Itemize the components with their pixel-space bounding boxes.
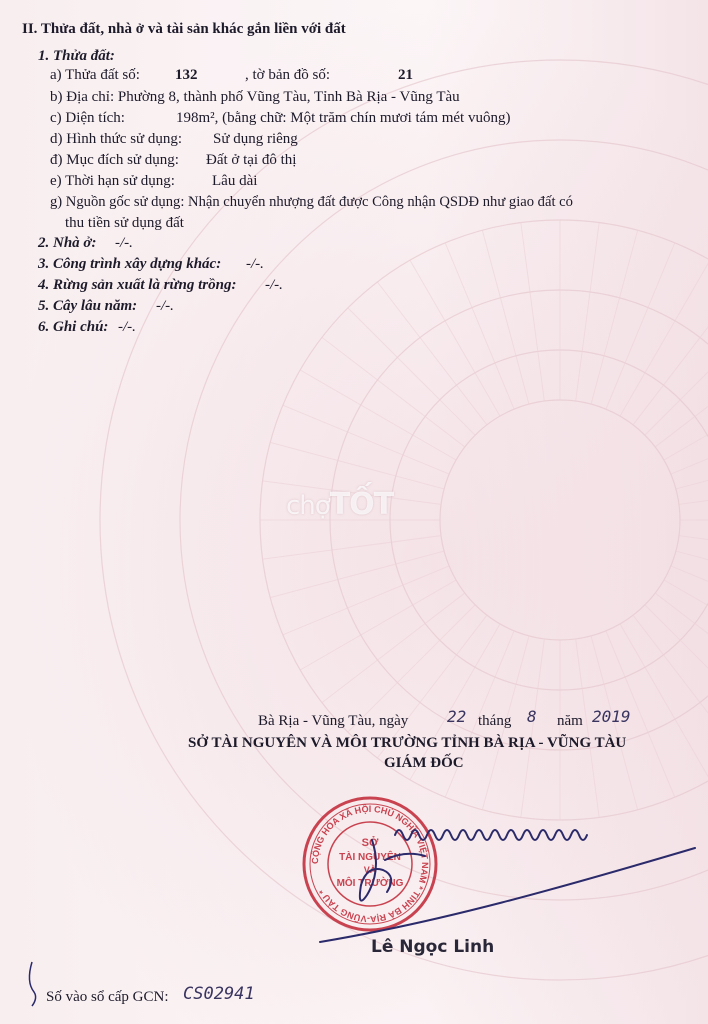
rosette-ray — [671, 566, 708, 635]
svg-text:VÀ: VÀ — [363, 865, 377, 875]
parcel-number-value: 132 — [175, 67, 198, 83]
usage-form-label: d) Hình thức sử dụng: — [50, 131, 183, 147]
rosette-ray — [270, 551, 444, 598]
usage-origin-line1: g) Nguồn gốc sử dụng: Nhận chuyển nhượng đất được Công nhận QSDĐ như giao đất có — [50, 194, 573, 210]
registry-number: CS02941 — [183, 984, 255, 1004]
handwritten-signature — [300, 790, 700, 960]
usage-term-label: e) Thời hạn sử dụng: — [50, 173, 175, 189]
watermark-left-text: chợ — [286, 491, 330, 521]
notes-label: 6. Ghi chú: — [38, 319, 109, 335]
rosette-ray — [633, 282, 708, 425]
section-heading: II. Thửa đất, nhà ở và tài sản khác gắn liền với đất — [22, 21, 346, 37]
issue-year: 2019 — [592, 707, 631, 726]
parcel-number-label: a) Thửa đất số: — [50, 67, 140, 83]
rosette-ray — [521, 223, 544, 401]
rosette-ray — [655, 337, 708, 447]
usage-term-value: Lâu dài — [212, 173, 258, 189]
year-label: năm — [557, 713, 583, 729]
issue-month: 8 — [527, 707, 537, 726]
rosette-ray — [671, 405, 708, 474]
rosette-ray — [576, 223, 599, 401]
perennial-trees-value: -/-. — [156, 298, 174, 314]
svg-text:TÀI NGUYÊN: TÀI NGUYÊN — [339, 852, 401, 863]
production-forest-label: 4. Rừng sản xuất là rừng trồng: — [38, 277, 237, 293]
production-forest-value: -/-. — [265, 277, 283, 293]
usage-form-value: Sử dụng riêng — [213, 131, 298, 147]
watermark-right-text: TỐT — [329, 487, 394, 522]
rosette-ray — [263, 536, 441, 559]
place-date-prefix: Bà Rịa - Vũng Tàu, ngày — [258, 713, 409, 729]
rosette-ray — [645, 605, 708, 732]
rosette-ray — [633, 615, 708, 758]
rosette-ray — [410, 260, 500, 416]
svg-text:CỘNG HÒA XÃ HỘI CHỦ NGHĨA VIỆT: CỘNG HÒA XÃ HỘI CHỦ NGHĨA VIỆT NAM * TỈNH BÀ RỊA-VŨNG TÀU * — [309, 803, 431, 925]
signer-name: Lê Ngọc Linh — [371, 937, 495, 957]
rosette-ray — [664, 370, 708, 460]
area-label: c) Diện tích: — [50, 110, 125, 126]
rosette-ray — [300, 370, 456, 460]
issue-day: 22 — [447, 707, 467, 726]
signer-title: GIÁM ĐỐC — [384, 755, 464, 771]
usage-purpose-value: Đất ở tại đô thị — [206, 152, 297, 168]
address-line: b) Địa chỉ: Phường 8, thành phố Vũng Tàu, Tỉnh Bà Rịa - Vũng Tàu — [50, 89, 460, 105]
rosette-ray — [270, 442, 444, 489]
svg-text:MÔI TRƯỜNG: MÔI TRƯỜNG — [336, 878, 404, 889]
rosette-ray — [300, 580, 456, 670]
other-construction-value: -/-. — [246, 256, 264, 272]
rosette-ray — [645, 308, 708, 435]
house-label: 2. Nhà ở: — [38, 235, 97, 251]
chotot-watermark — [286, 487, 393, 522]
registry-label: Số vào sổ cấp GCN: — [46, 989, 169, 1005]
rosette-ray — [482, 230, 529, 404]
usage-origin-line2: thu tiền sử dụng đất — [65, 215, 184, 231]
perennial-trees-label: 5. Cây lâu năm: — [38, 298, 138, 314]
month-label: tháng — [478, 713, 512, 729]
issuing-agency: SỞ TÀI NGUYÊN VÀ MÔI TRƯỜNG TỈNH BÀ RỊA - VŨNG TÀU — [188, 735, 627, 751]
map-sheet-value: 21 — [398, 67, 413, 83]
house-value: -/-. — [115, 235, 133, 251]
map-sheet-label: , tờ bản đồ số: — [245, 67, 331, 83]
svg-text:SỞ: SỞ — [361, 837, 379, 849]
area-value: 198m², (bằng chữ: Một trăm chín mươi tám mét vuông) — [176, 110, 511, 126]
land-parcel-heading: 1. Thửa đất: — [38, 48, 115, 64]
rosette-ray — [591, 230, 638, 404]
rosette-ray — [655, 593, 708, 703]
notes-value: -/-. — [118, 319, 136, 335]
rosette-ray — [620, 260, 708, 416]
rosette-ray — [664, 580, 708, 670]
usage-purpose-label: đ) Mục đích sử dụng: — [50, 152, 179, 168]
margin-pen-mark — [24, 960, 40, 1010]
rosette-ray — [620, 624, 708, 780]
other-construction-label: 3. Công trình xây dựng khác: — [38, 256, 222, 272]
